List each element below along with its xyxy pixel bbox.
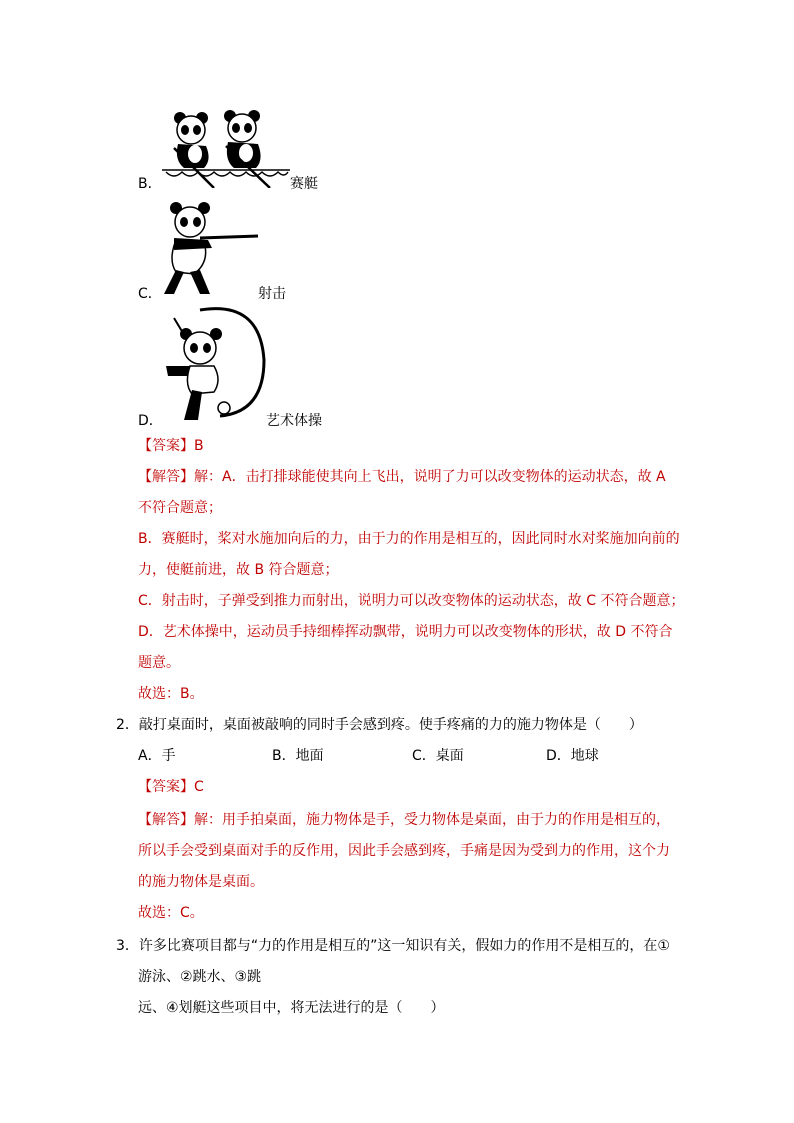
q1-explanation-line-5: C．射击时，子弹受到推力而射出，说明力可以改变物体的运动状态，故 C 不符合题意；	[138, 593, 685, 609]
q1-explanation-line-3: B．赛艇时，桨对水施加向后的力，由于力的作用是相互的，因此同时水对桨施加向前的	[138, 531, 680, 547]
q1-explanation-line-1: 【解答】解：A．击打排球能使其向上飞出，说明了力可以改变物体的运动状态，故 A	[138, 469, 666, 485]
q1-conclusion: 故选：B。	[138, 686, 204, 702]
q2-conclusion: 故选：C。	[138, 905, 204, 921]
q2-option-b: B．地面	[272, 748, 324, 764]
q1-explanation-line-6: D．艺术体操中，运动员手持细棒挥动飘带，说明力可以改变物体的形状，故 D 不符合	[138, 624, 673, 640]
q2-answer	[138, 777, 204, 797]
q3-stem-line-2: 游泳、②跳水、③跳	[138, 969, 262, 985]
explain-tag: 【解答】	[138, 469, 194, 485]
q3-stem-line-1: 3．许多比赛项目都与“力的作用是相互的”这一知识有关，假如力的作用不是相互的，在①	[116, 938, 670, 954]
q2-option-d: D．地球	[546, 748, 599, 764]
answer-tag: 【答案】	[138, 779, 194, 795]
answer-value: B	[194, 438, 204, 454]
q2-explanation-line-2: 所以手会受到桌面对手的反作用，因此手会感到疼，手痛是因为受到力的作用，这个力	[138, 843, 670, 859]
q1-explanation-line-2: 不符合题意；	[138, 500, 222, 516]
option-c-letter: C．	[138, 286, 162, 302]
q2-option-a: A．手	[138, 748, 176, 764]
option-d-caption: 艺术体操	[266, 413, 322, 429]
q3-stem-line-3: 远、④划艇这些项目中，将无法进行的是（ ）	[138, 1000, 445, 1016]
q2-explanation-line-3: 的施力物体是桌面。	[138, 874, 264, 890]
answer-value: C	[194, 779, 204, 795]
option-b-letter: B．	[138, 176, 162, 192]
option-c-caption: 射击	[258, 286, 286, 302]
answer-tag: 【答案】	[138, 438, 194, 454]
q1-answer	[138, 436, 204, 456]
q1-explanation-line-7: 题意。	[138, 655, 180, 671]
option-b-caption: 赛艇	[290, 176, 318, 192]
rowing-panda-illustration	[160, 106, 292, 188]
gymnastics-panda-illustration	[160, 304, 272, 424]
option-d-letter: D．	[138, 413, 163, 429]
q2-option-c: C．桌面	[412, 748, 464, 764]
shooting-panda-illustration	[160, 200, 260, 296]
explain-tag: 【解答】	[138, 812, 194, 828]
q2-stem: 2．敲打桌面时，桌面被敲响的同时手会感到疼。使手疼痛的力的施力物体是（ ）	[116, 717, 643, 733]
q2-explanation-line-1: 【解答】解：用手拍桌面，施力物体是手，受力物体是桌面，由于力的作用是相互的，	[138, 812, 670, 828]
q1-explanation-line-4: 力，使艇前进，故 B 符合题意；	[138, 562, 339, 578]
